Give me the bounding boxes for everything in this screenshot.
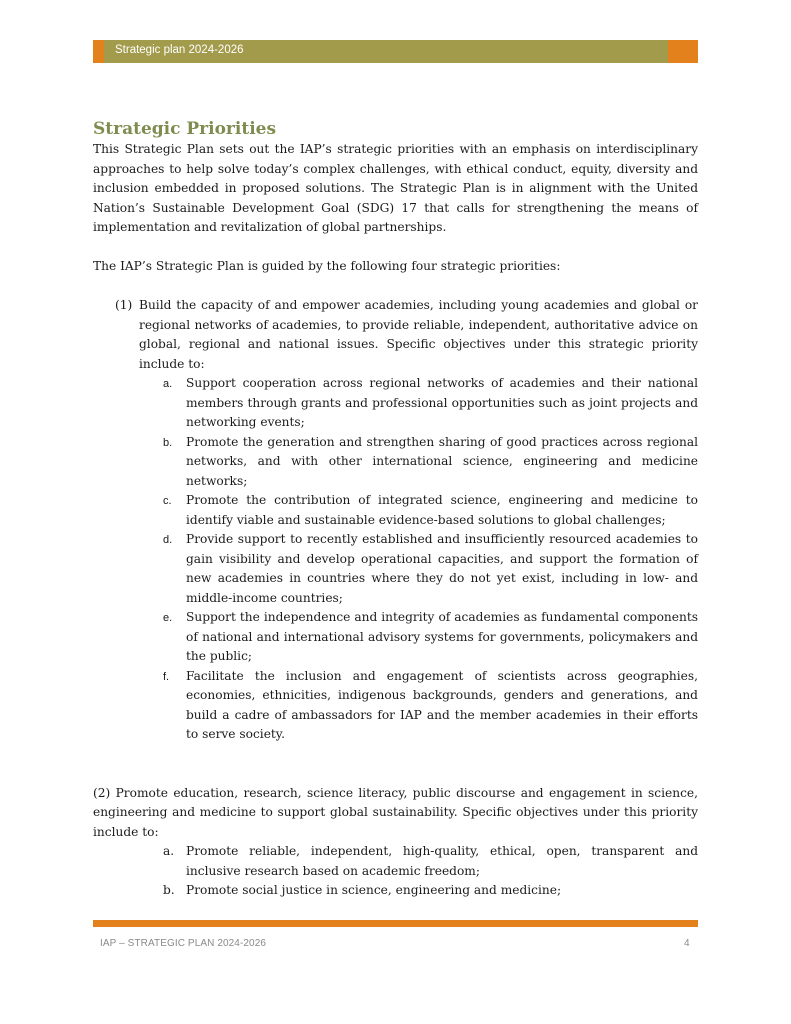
page-header-bar <box>93 40 698 63</box>
header-accent-right <box>668 40 698 63</box>
list-item-letter: f. <box>163 670 170 683</box>
list-item-letter: b. <box>163 883 175 897</box>
list-item <box>93 374 698 433</box>
footer-document-title: IAP – STRATEGIC PLAN 2024-2026 <box>100 938 267 949</box>
section-title: Strategic Priorities <box>93 119 277 139</box>
list-item <box>93 667 698 745</box>
list-item <box>93 842 698 881</box>
list-item <box>93 433 698 492</box>
list-item-letter: b. <box>163 436 173 449</box>
list-item <box>93 881 698 901</box>
list-item-text: Support the independence and integrity of academies as fundamental components of national and international advisory systems for governments, policymakers and the public; <box>186 610 698 663</box>
list-item-letter: e. <box>163 612 173 624</box>
priority-1-number: (1) <box>115 298 133 312</box>
list-item-text: Support cooperation across regional networks of academies and their national members through grants and professional opportunities such as joint projects and networking events; <box>186 376 698 429</box>
list-item <box>93 491 698 530</box>
list-item-text: Promote reliable, independent, high-quality, ethical, open, transparent and inclusive research based on academic freedom; <box>186 844 698 878</box>
list-item-letter: d. <box>163 534 173 546</box>
priority-1-text: Build the capacity of and empower academies, including young academies and global or regional networks of academies, to provide reliable, independent, authoritative advice on global, regional and national issues. Specific objectives under this strategic priority include to: <box>139 298 698 371</box>
header-accent-left <box>93 40 104 63</box>
list-item-text: Promote the generation and strengthen sharing of good practices across regional networks, and with other international science, engineering and medicine networks; <box>186 434 698 488</box>
list-item-text: Promote social justice in science, engineering and medicine; <box>186 883 562 897</box>
priority-1 <box>93 296 698 374</box>
lead-paragraph: The IAP’s Strategic Plan is guided by the following four strategic priorities: <box>93 259 561 273</box>
priority-1-objectives <box>93 374 698 745</box>
priority-2-objectives <box>93 842 698 901</box>
list-item-text: Promote the contribution of integrated science, engineering and medicine to identify viable and sustainable evidence-based solutions to global challenges; <box>186 493 698 527</box>
header-title: Strategic plan 2024-2026 <box>115 44 244 56</box>
list-item-letter: a. <box>163 844 175 858</box>
list-item-text: Facilitate the inclusion and engagement of scientists across geographies, economies, ethnicities, indigenous backgrounds, genders and generations, and build a cadre of ambassadors for IAP and the member academies in their efforts to serve society. <box>186 668 698 741</box>
footer-rule <box>93 920 698 927</box>
list-item <box>93 530 698 608</box>
list-item-letter: c. <box>163 495 172 507</box>
list-item-text: Provide support to recently established and insufficiently resourced academies to gain visibility and develop operational capacities, and support the formation of new academies in countries where they do not yet exist, including in low- and middle-income countries; <box>186 532 698 605</box>
page-content <box>93 118 698 901</box>
list-item-letter: a. <box>163 378 173 390</box>
priority-2-text: (2) Promote education, research, science literacy, public discourse and engagement in science, engineering and medicine to support global sustainability. Specific objectives under this priority include to: <box>93 785 698 839</box>
list-item <box>93 608 698 667</box>
intro-paragraph: This Strategic Plan sets out the IAP’s strategic priorities with an emphasis on interdisciplinary approaches to help solve today’s complex challenges, with ethical conduct, equity, diversity and inclusion embedded in proposed solutions. The Strategic Plan is in alignment with the United Nation’s Sustainable Development Goal (SDG) 17 that calls for strengthening the means of implementation and revitalization of global partnerships. <box>93 142 698 234</box>
page-number: 4 <box>684 938 690 949</box>
